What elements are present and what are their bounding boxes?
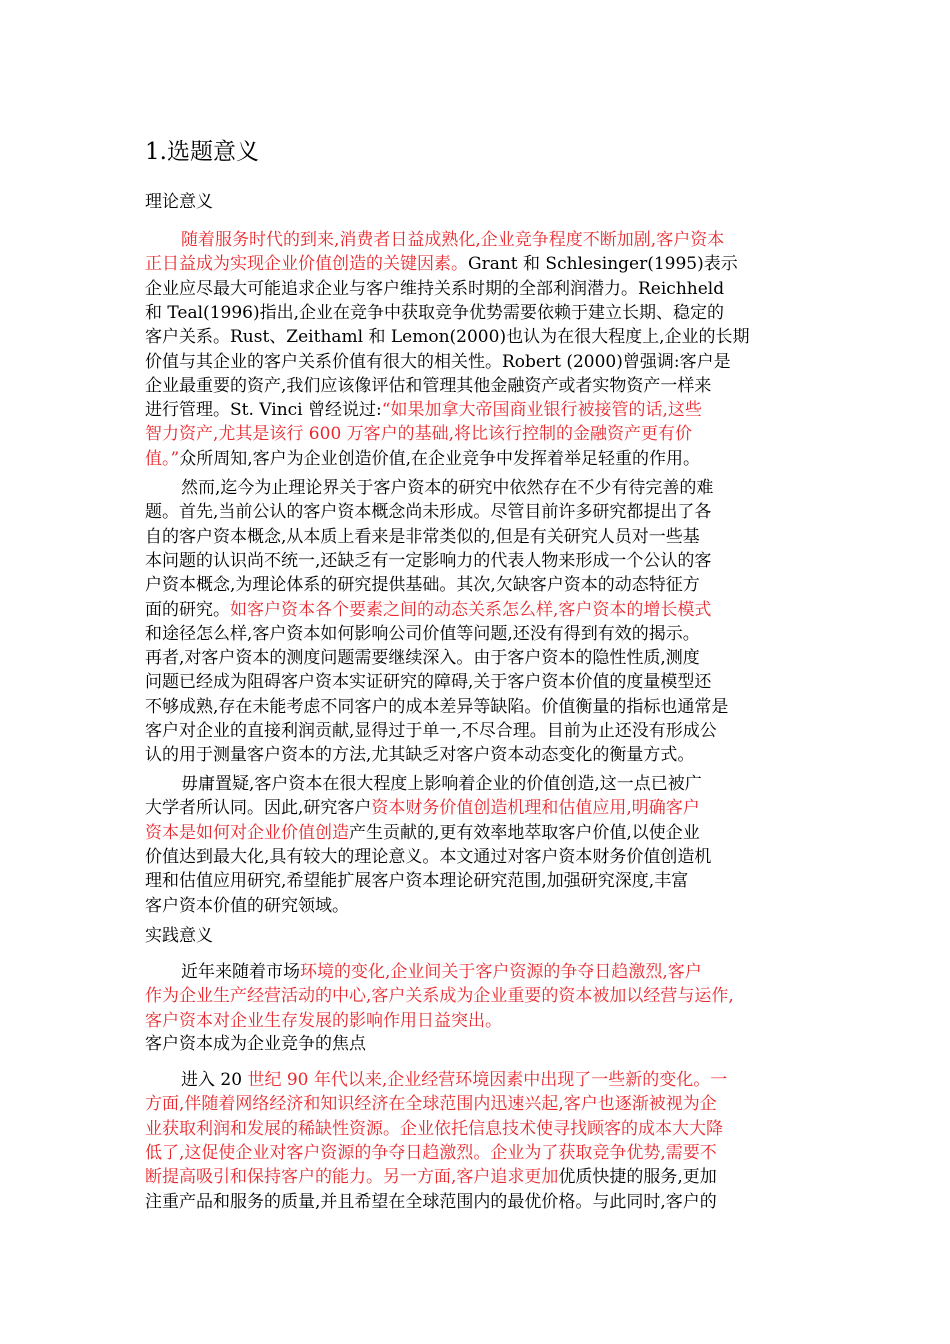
text-line (145, 1092, 807, 1116)
text-line (145, 869, 807, 893)
text-line (145, 525, 807, 549)
text-line (145, 1009, 807, 1033)
text-line (145, 622, 807, 646)
highlighted-text: 客户资本对企业生存发展的影响作用日益突出。 (145, 1010, 502, 1031)
body-text: Grant 和 Schlesinger(1995)表示 (468, 254, 738, 275)
text-line (145, 796, 807, 820)
body-text: 和 Teal(1996)指出,企业在竞争中获取竞争优势需要依赖于建立长期、稳定的 (145, 302, 724, 323)
body-text: 不够成熟,存在未能考虑不同客户的成本差异等缺陷。价值衡量的指标也通常是 (145, 696, 729, 717)
highlighted-text: 随着服务时代的到来,消费者日益成熟化,企业竞争程度不断加剧,客户资本 (181, 230, 725, 250)
body-text: 产生贡献的,更有效率地萃取客户价值,以使企业 (349, 822, 700, 843)
text-line (145, 670, 807, 694)
text-line (181, 228, 807, 252)
text-line (145, 845, 807, 869)
highlighted-text: 智力资产,尤其是该行 600 万客户的基础,将比该行控制的金融资产更有价 (145, 424, 693, 445)
body-text: 认的用于测量客户资本的方法,尤其缺乏对客户资本动态变化的衡量方式。 (145, 745, 695, 766)
text-line (145, 301, 807, 325)
highlighted-text: 如客户资本各个要素之间的动态关系怎么样,客户资本的增长模式 (230, 599, 712, 620)
body-text: 题。首先,当前公认的客户资本概念尚未形成。尽管目前许多研究都提出了各 (145, 502, 712, 523)
body-text: 价值达到最大化,具有较大的理论意义。本文通过对客户资本财务价值创造机 (145, 846, 712, 867)
text-line (145, 1190, 807, 1214)
text-line (145, 695, 807, 719)
highlighted-text: 世纪 90 年代以来,企业经营环境因素中出现了一些新的变化。一 (247, 1070, 728, 1090)
section-title: 1.选题意义 (145, 139, 259, 165)
highlighted-text: 断提高吸引和保持客户的能力。另一方面,客户追求更加 (145, 1167, 559, 1188)
highlighted-text: 资本是如何对企业价值创造 (145, 822, 349, 843)
body-text: 再者,对客户资本的测度问题需要继续深入。由于客户资本的隐性性质,测度 (145, 648, 700, 669)
body-text: 客户对企业的直接利润贡献,显得过于单一,不尽合理。目前为止还没有形成公 (145, 721, 717, 741)
text-line (145, 821, 807, 845)
text-line (145, 1141, 807, 1165)
subheading-focus: 客户资本成为企业竞争的焦点 (145, 1034, 366, 1054)
text-line (145, 573, 807, 597)
text-line (145, 743, 807, 767)
highlighted-text: 作为企业生产经营活动的中心,客户关系成为企业重要的资本被加以经营与运作, (145, 986, 734, 1007)
body-text: 本问题的认识尚不统一,还缺乏有一定影响力的代表人物来形成一个公认的客 (145, 550, 712, 571)
body-text: 然而,迄今为止理论界关于客户资本的研究中依然存在不少有待完善的难 (181, 478, 714, 498)
subheading-theory: 理论意义 (145, 192, 213, 212)
text-line (145, 1165, 807, 1189)
text-line (145, 350, 807, 374)
body-text: 户资本概念,为理论体系的研究提供基础。其次,欠缺客户资本的动态特征方 (145, 575, 700, 596)
body-text: 和途径怎么样,客户资本如何影响公司价值等问题,还没有得到有效的揭示。 (145, 623, 700, 644)
highlighted-text: 方面,伴随着网络经济和知识经济在全球范围内迅速兴起,客户也逐渐被视为企 (145, 1094, 717, 1115)
highlighted-text: “如果加拿大帝国商业银行被接管的话,这些 (381, 400, 702, 421)
body-text: 面的研究。 (145, 599, 230, 620)
body-text: 进入 20 (181, 1070, 248, 1090)
body-text: 客户关系。Rust、Zeithaml 和 Lemon(2000)也认为在很大程度上,企业的长期 (145, 327, 750, 348)
body-text: 注重产品和服务的质量,并且希望在全球范围内的最优价格。与此同时,客户的 (145, 1191, 717, 1212)
body-text: 自的客户资本概念,从本质上看来是非常类似的,但是有关研究人员对一些基 (145, 526, 700, 547)
text-line (145, 447, 807, 471)
text-line (181, 772, 807, 796)
body-text: 进行管理。St. Vinci 曾经说过: (145, 400, 382, 421)
text-line (145, 719, 807, 743)
body-text: 企业应尽最大可能追求企业与客户维持关系时期的全部利润潜力。Reichheld (145, 278, 725, 299)
text-line (145, 894, 807, 918)
text-line (145, 325, 807, 349)
body-text: 众所周知,客户为企业创造价值,在企业竞争中发挥着举足轻重的作用。 (179, 448, 701, 469)
text-line (181, 476, 807, 500)
text-line (145, 252, 807, 276)
text-line (145, 1117, 807, 1141)
text-line (181, 960, 807, 984)
body-text: 客户资本价值的研究领域。 (145, 895, 349, 916)
body-text: 企业最重要的资产,我们应该像评估和管理其他金融资产或者实物资产一样来 (145, 375, 712, 396)
body-text: 大学者所认同。因此,研究客户 (145, 798, 372, 819)
highlighted-text: 值。” (145, 448, 180, 469)
subheading-practice: 实践意义 (145, 926, 213, 946)
text-line (145, 500, 807, 524)
body-text: 优质快捷的服务,更加 (558, 1167, 717, 1188)
text-line (145, 398, 807, 422)
body-text: 问题已经成为阻碍客户资本实证研究的障碍,关于客户资本价值的度量模型还 (145, 672, 712, 693)
body-text: 近年来随着市场 (181, 962, 300, 982)
highlighted-text: 资本财务价值创造机理和估值应用,明确客户 (371, 798, 700, 819)
text-line (145, 422, 807, 446)
text-line (145, 549, 807, 573)
highlighted-text: 环境的变化,企业间关于客户资源的争夺日趋激烈,客户 (300, 962, 702, 982)
text-line (145, 598, 807, 622)
body-text: 价值与其企业的客户关系价值有很大的相关性。Robert (2000)曾强调:客户是 (145, 351, 731, 372)
text-line (145, 646, 807, 670)
text-line (145, 277, 807, 301)
highlighted-text: 低了,这促使企业对客户资源的争夺日趋激烈。企业为了获取竞争优势,需要不 (145, 1142, 717, 1163)
body-text: 毋庸置疑,客户资本在很大程度上影响着企业的价值创造,这一点已被广 (181, 774, 702, 794)
body-text: 理和估值应用研究,希望能扩展客户资本理论研究范围,加强研究深度,丰富 (145, 871, 689, 892)
text-line (145, 984, 807, 1008)
text-line (145, 374, 807, 398)
highlighted-text: 正日益成为实现企业价值创造的关键因素。 (145, 254, 468, 275)
text-line (181, 1068, 807, 1092)
highlighted-text: 业获取利润和发展的稀缺性资源。企业依托信息技术使寻找顾客的成本大大降 (145, 1118, 723, 1139)
